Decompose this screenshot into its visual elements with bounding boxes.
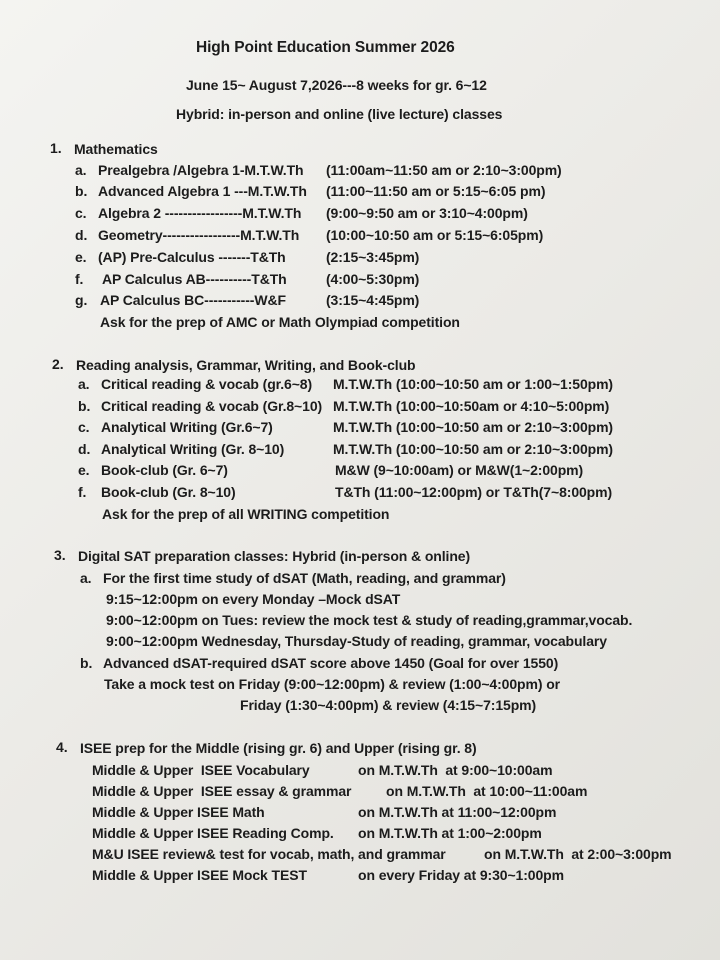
course-time: M.T.W.Th (10:00~10:50 am or 2:10~3:00pm) (333, 441, 613, 457)
course-name: AP Calculus AB----------T&Th (102, 271, 287, 287)
isee-schedule: on M.T.W.Th at 11:00~12:00pm (358, 804, 557, 820)
section-number: 4. (56, 739, 68, 755)
isee-course: Middle & Upper ISEE essay & grammar (92, 783, 352, 799)
competition-note: Ask for the prep of all WRITING competition (102, 506, 390, 522)
list-letter: g. (75, 292, 88, 308)
page-title: High Point Education Summer 2026 (196, 39, 455, 56)
course-time: M&W (9~10:00am) or M&W(1~2:00pm) (335, 462, 584, 478)
course-name: (AP) Pre-Calculus -------T&Th (98, 249, 286, 265)
section-heading-reading: Reading analysis, Grammar, Writing, and Book-club (76, 357, 416, 373)
list-letter: b. (80, 655, 93, 671)
competition-note: Ask for the prep of AMC or Math Olympiad competition (100, 314, 460, 330)
program-dates: June 15~ August 7,2026---8 weeks for gr. 6~12 (186, 77, 487, 93)
list-letter: e. (75, 249, 87, 265)
isee-schedule: on M.T.W.Th at 9:00~10:00am (358, 762, 553, 778)
course-name: Critical reading & vocab (Gr.8~10) (101, 398, 323, 414)
list-letter: e. (78, 462, 90, 478)
course-time: (3:15~4:45pm) (326, 292, 420, 308)
isee-course: M&U ISEE review& test for vocab, math, and grammar (92, 846, 446, 862)
list-letter: b. (78, 398, 91, 414)
list-letter: f. (78, 484, 87, 500)
course-name: Algebra 2 -----------------M.T.W.Th (98, 205, 302, 221)
course-name: Prealgebra /Algebra 1-M.T.W.Th (98, 162, 304, 178)
section-heading-math: Mathematics (74, 141, 158, 157)
isee-course: Middle & Upper ISEE Reading Comp. (92, 825, 334, 841)
course-time: (9:00~9:50 am or 3:10~4:00pm) (326, 205, 528, 221)
list-letter: a. (80, 570, 92, 586)
sat-schedule-line: 9:00~12:00pm on Tues: review the mock test & study of reading,grammar,vocab. (106, 612, 633, 628)
list-letter: a. (75, 162, 87, 178)
isee-schedule: on M.T.W.Th at 1:00~2:00pm (358, 825, 542, 841)
isee-schedule: on M.T.W.Th at 10:00~11:00am (386, 783, 588, 799)
sat-beginner-description: For the first time study of dSAT (Math, reading, and grammar) (103, 570, 506, 586)
course-time: T&Th (11:00~12:00pm) or T&Th(7~8:00pm) (335, 484, 613, 500)
list-letter: a. (78, 376, 90, 392)
isee-course: Middle & Upper ISEE Mock TEST (92, 867, 307, 883)
list-letter: c. (78, 419, 90, 435)
sat-schedule-line: Take a mock test on Friday (9:00~12:00pm) & review (1:00~4:00pm) or (104, 676, 561, 692)
list-letter: d. (78, 441, 91, 457)
isee-schedule: on every Friday at 9:30~1:00pm (358, 867, 564, 883)
course-time: M.T.W.Th (10:00~10:50am or 4:10~5:00pm) (333, 398, 610, 414)
course-name: Critical reading & vocab (gr.6~8) (101, 376, 313, 392)
list-letter: c. (75, 205, 87, 221)
list-letter: b. (75, 183, 88, 199)
course-name: Advanced Algebra 1 ---M.T.W.Th (98, 183, 307, 199)
list-letter: f. (75, 271, 84, 287)
course-name: Analytical Writing (Gr. 8~10) (101, 441, 285, 457)
sat-schedule-line: 9:15~12:00pm on every Monday –Mock dSAT (106, 591, 401, 607)
course-time: (4:00~5:30pm) (326, 271, 420, 287)
course-time: M.T.W.Th (10:00~10:50 am or 2:10~3:00pm) (333, 419, 613, 435)
section-number: 1. (50, 140, 62, 156)
sat-advanced-description: Advanced dSAT-required dSAT score above 1450 (Goal for over 1550) (103, 655, 559, 671)
section-heading-isee: ISEE prep for the Middle (rising gr. 6) and Upper (rising gr. 8) (80, 740, 477, 756)
course-name: Analytical Writing (Gr.6~7) (101, 419, 273, 435)
isee-course: Middle & Upper ISEE Vocabulary (92, 762, 310, 778)
course-time: (10:00~10:50 am or 5:15~6:05pm) (326, 227, 544, 243)
list-letter: d. (75, 227, 88, 243)
course-name: Book-club (Gr. 6~7) (101, 462, 228, 478)
section-number: 3. (54, 547, 66, 563)
section-heading-sat: Digital SAT preparation classes: Hybrid (in-person & online) (78, 548, 471, 564)
section-number: 2. (52, 356, 64, 372)
course-time: M.T.W.Th (10:00~10:50 am or 1:00~1:50pm) (333, 376, 613, 392)
isee-course: Middle & Upper ISEE Math (92, 804, 265, 820)
isee-schedule: on M.T.W.Th at 2:00~3:00pm (484, 846, 672, 862)
course-time: (11:00am~11:50 am or 2:10~3:00pm) (326, 162, 562, 178)
program-format: Hybrid: in-person and online (live lecture) classes (176, 106, 503, 122)
sat-schedule-line: Friday (1:30~4:00pm) & review (4:15~7:15pm) (240, 697, 537, 713)
course-time: (11:00~11:50 am or 5:15~6:05 pm) (326, 183, 546, 199)
course-name: AP Calculus BC-----------W&F (100, 292, 286, 308)
course-time: (2:15~3:45pm) (326, 249, 420, 265)
course-name: Geometry-----------------M.T.W.Th (98, 227, 300, 243)
sat-schedule-line: 9:00~12:00pm Wednesday, Thursday-Study of reading, grammar, vocabulary (106, 633, 607, 649)
course-name: Book-club (Gr. 8~10) (101, 484, 236, 500)
